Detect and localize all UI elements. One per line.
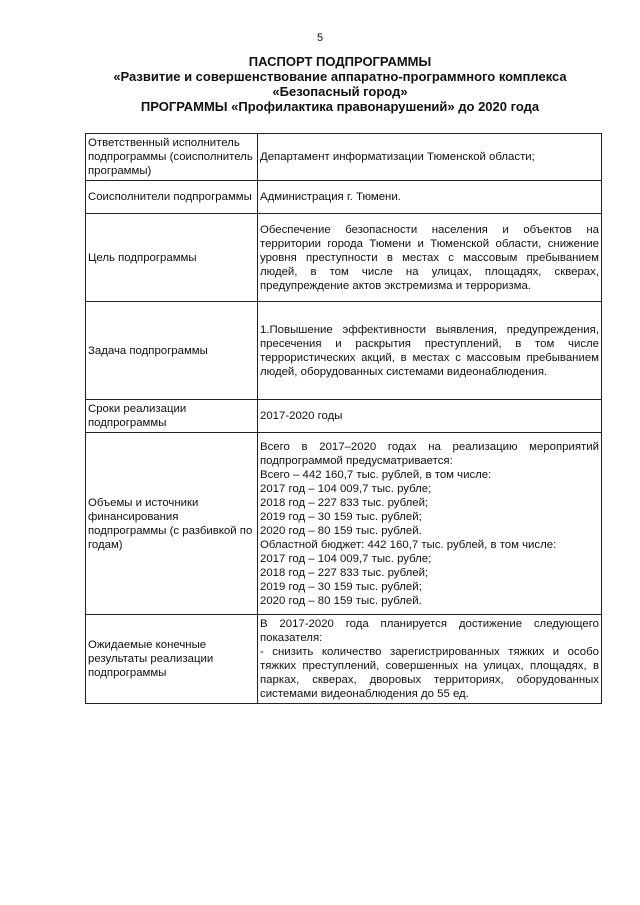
- funding-regional-2019: 2019 год – 30 159 тыс. рублей;: [260, 580, 422, 593]
- funding-value: [258, 433, 602, 615]
- results-label: Ожидаемые конечные результаты реализации подпрограммы: [86, 615, 258, 704]
- coexecutors-value: Администрация г. Тюмени.: [258, 181, 602, 214]
- results-intro: В 2017-2020 года планируется достижение следующего показателя:: [260, 618, 599, 644]
- table-row-goal: [86, 214, 602, 302]
- funding-total-2020: 2020 год – 80 159 тыс. рублей.: [260, 524, 422, 537]
- funding-total-2017: 2017 год – 104 009,7 тыс. рубле;: [260, 482, 432, 495]
- responsible-value: Департамент информатизации Тюменской области;: [258, 134, 602, 181]
- funding-regional-2017: 2017 год – 104 009,7 тыс. рубле;: [260, 552, 432, 565]
- results-value: [258, 615, 602, 704]
- table-row-responsible: [86, 134, 602, 181]
- terms-label: Сроки реализации подпрограммы: [86, 400, 258, 433]
- funding-intro: Всего в 2017–2020 годах на реализацию мероприятий подпрограммой предусматривается:: [260, 440, 599, 467]
- heading-line-1: ПАСПОРТ ПОДПРОГРАММЫ: [248, 54, 432, 69]
- goal-value: Обеспечение безопасности населения и объектов на территории города Тюмени и Тюменской области, снижение уровня преступности в местах с массовым пребыванием людей, в том числе на улицах, площадях, скверах, предупреждение актов экстремизма и терроризма.: [258, 214, 602, 302]
- passport-table: [85, 133, 602, 704]
- funding-regional-2020: 2020 год – 80 159 тыс. рублей.: [260, 594, 422, 607]
- heading-line-4: ПРОГРАММЫ «Профилактика правонарушений» до 2020 года: [140, 99, 540, 114]
- funding-label: Объемы и источники финансирования подпрограммы (с разбивкой по годам): [86, 433, 258, 615]
- results-item: - снизить количество зарегистрированных тяжких и особо тяжких преступлений, совершенных на улицах, площадях, в парках, скверах, дворовых территориях, оборудованных системами видеонаблюдения до 55 ед.: [260, 646, 599, 700]
- coexecutors-label: Соисполнители подпрограммы: [86, 181, 258, 214]
- funding-total-2019: 2019 год – 30 159 тыс. рублей;: [260, 510, 422, 523]
- page-number: 5: [316, 32, 324, 44]
- table-row-terms: [86, 400, 602, 433]
- funding-regional-2018: 2018 год – 227 833 тыс. рублей;: [260, 566, 429, 579]
- document-heading: [60, 54, 620, 114]
- funding-total: Всего – 442 160,7 тыс. рублей, в том числе:: [260, 468, 492, 481]
- table-row-funding: [86, 433, 602, 615]
- goal-label: Цель подпрограммы: [86, 214, 258, 302]
- funding-total-2018: 2018 год – 227 833 тыс. рублей;: [260, 496, 429, 509]
- table-row-results: [86, 615, 602, 704]
- table-row-task: [86, 302, 602, 400]
- table-row-coexecutors: [86, 181, 602, 214]
- task-value: 1.Повышение эффективности выявления, предупреждения, пресечения и раскрытия преступлений, в том числе террористических акций, в местах с массовым пребыванием людей, оборудованных системами видеонаблюдения.: [258, 302, 602, 400]
- task-label: Задача подпрограммы: [86, 302, 258, 400]
- responsible-label: Ответственный исполнитель подпрограммы (соисполнитель программы): [86, 134, 258, 181]
- funding-regional: Областной бюджет: 442 160,7 тыс. рублей, в том числе:: [260, 538, 557, 551]
- terms-value: 2017-2020 годы: [258, 400, 602, 433]
- heading-line-3: «Безопасный город»: [272, 84, 408, 99]
- heading-line-2: «Развитие и совершенствование аппаратно-программного комплекса: [113, 69, 567, 84]
